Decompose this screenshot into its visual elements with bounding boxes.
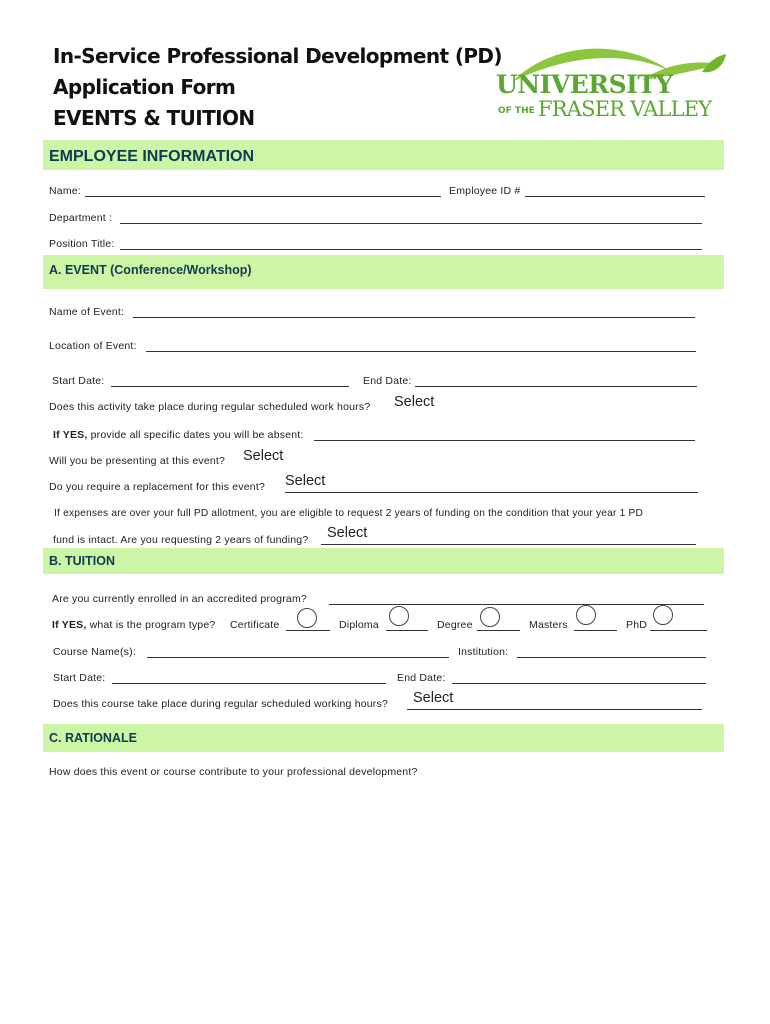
option-degree-radio[interactable] [480,607,500,627]
event-end-date-label: End Date: [363,375,412,387]
name-label: Name: [49,185,81,197]
tuition-work-hours-select[interactable]: Select [413,690,454,706]
employee-id-field[interactable] [525,196,705,197]
event-name-field[interactable] [133,317,695,318]
option-certificate-line [286,630,330,631]
event-absent-dates-field[interactable] [314,440,695,441]
presenting-select[interactable]: Select [243,448,284,464]
logo-word-of-the: OF THE [498,106,535,116]
option-masters-line [574,630,617,631]
option-diploma-label: Diploma [339,619,379,631]
event-location-field[interactable] [146,351,696,352]
expenses-text-line-2: fund is intact. Are you requesting 2 years of funding? [53,534,309,546]
position-title-label: Position Title: [49,238,115,250]
tuition-start-date-field[interactable] [112,683,386,684]
rationale-answer-area[interactable] [43,785,724,1005]
form-title-line-1: In-Service Professional Development (PD) [53,44,502,68]
institution-label: Institution: [458,646,509,658]
option-phd-label: PhD [626,619,648,631]
rationale-question: How does this event or course contribute to your professional development? [49,766,418,778]
event-if-yes-text: provide all specific dates you will be absent: [90,429,304,441]
option-degree-label: Degree [437,619,473,631]
logo-word-fraser-valley: FRASER VALLEY [538,97,712,121]
replacement-label: Do you require a replacement for this event? [49,481,265,493]
tuition-section-heading: B. TUITION [49,554,115,568]
position-title-field[interactable] [120,249,702,250]
event-location-label: Location of Event: [49,340,137,352]
option-diploma-line [386,630,428,631]
presenting-label: Will you be presenting at this event? [49,455,226,467]
event-if-yes-bold: If YES, [53,429,88,441]
two-years-funding-field [321,544,696,545]
event-end-date-field[interactable] [415,386,697,387]
tuition-work-hours-label: Does this course take place during regular scheduled working hours? [53,698,388,710]
enrolled-label: Are you currently enrolled in an accredited program? [52,593,307,605]
event-work-hours-label: Does this activity take place during regular scheduled work hours? [49,401,371,413]
name-field[interactable] [85,196,441,197]
event-if-yes-label [53,429,304,441]
event-start-date-field[interactable] [111,386,349,387]
rationale-section-heading: C. RATIONALE [49,731,137,745]
option-diploma-radio[interactable] [389,606,409,626]
event-section-heading: A. EVENT (Conference/Workshop) [49,263,252,277]
program-type-label [52,619,215,631]
expenses-text-line-1: If expenses are over your full PD allotment, you are eligible to request 2 years of funding on the condition that your year 1 PD [54,508,644,519]
option-phd-line [650,630,707,631]
option-degree-line [477,630,520,631]
replacement-field [285,492,698,493]
university-logo [492,42,728,126]
form-title-line-3: EVENTS & TUITION [53,106,255,130]
tuition-work-hours-field [407,709,702,710]
department-field[interactable] [120,223,702,224]
employee-section-heading: EMPLOYEE INFORMATION [49,148,255,165]
option-masters-radio[interactable] [576,605,596,625]
rationale-section-band [43,724,724,752]
course-names-label: Course Name(s): [53,646,136,658]
option-masters-label: Masters [529,619,568,631]
form-title-line-2: Application Form [53,75,236,99]
logo-word-university: UNIVERSITY [496,70,673,99]
replacement-select[interactable]: Select [285,473,326,489]
course-names-field[interactable] [147,657,449,658]
two-years-funding-select[interactable]: Select [327,525,368,541]
tuition-section-band [43,548,724,574]
event-work-hours-select[interactable]: Select [394,394,435,410]
program-type-text: what is the program type? [89,619,216,631]
option-certificate-label: Certificate [230,619,280,631]
option-certificate-radio[interactable] [297,608,317,628]
employee-id-label: Employee ID # [449,185,521,197]
option-phd-radio[interactable] [653,605,673,625]
enrolled-field[interactable] [329,604,704,605]
event-name-label: Name of Event: [49,306,125,318]
department-label: Department : [49,212,113,224]
tuition-end-date-label: End Date: [397,672,446,684]
institution-field[interactable] [517,657,706,658]
tuition-end-date-field[interactable] [452,683,706,684]
event-start-date-label: Start Date: [52,375,105,387]
tuition-if-yes-bold: If YES, [52,619,87,631]
tuition-start-date-label: Start Date: [53,672,106,684]
